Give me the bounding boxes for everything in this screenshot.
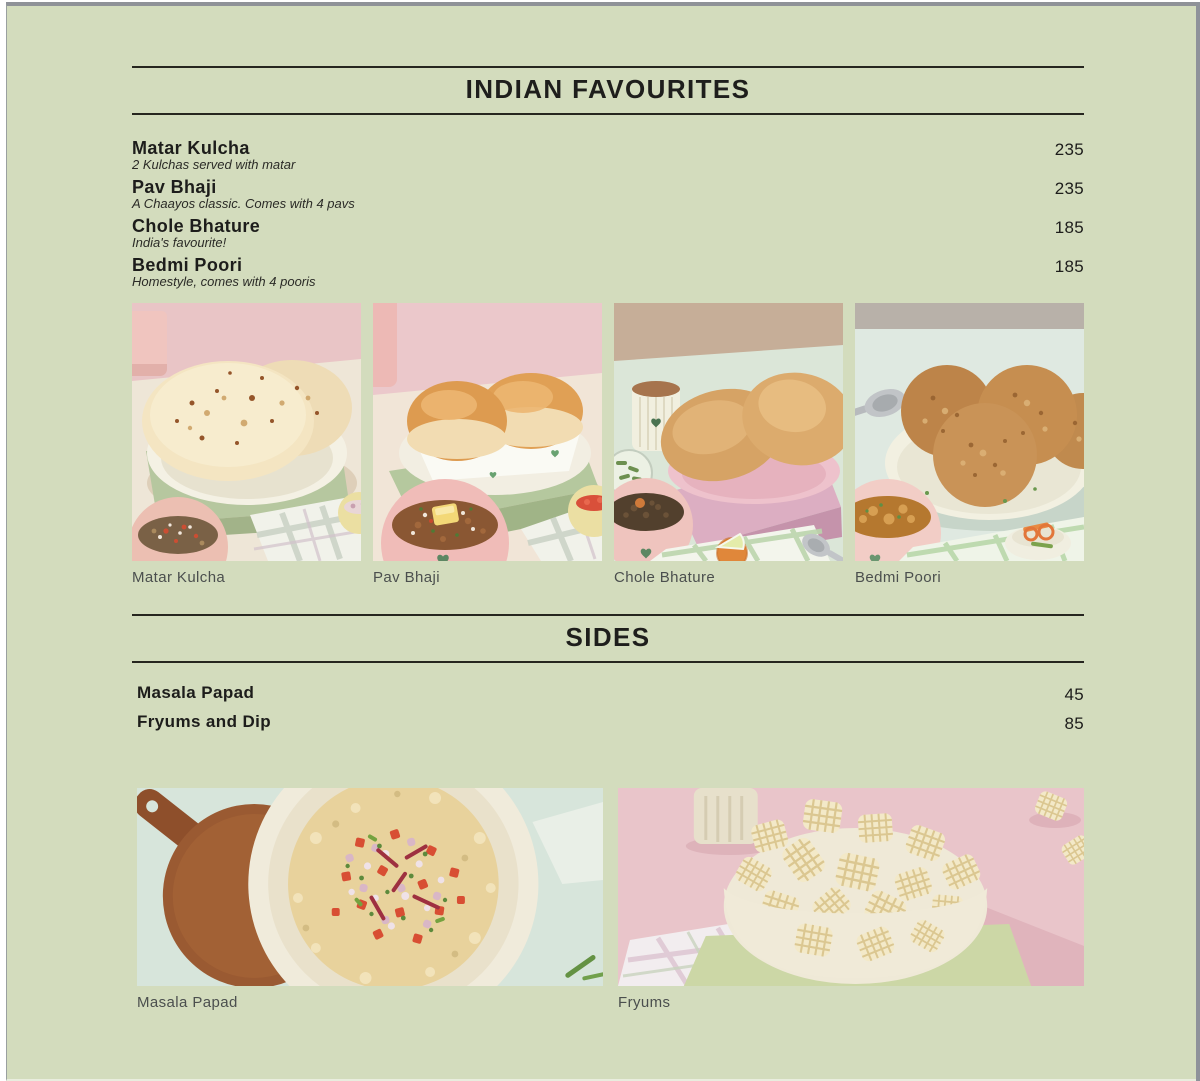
masala-papad-photo-illustration [137, 788, 603, 986]
dish-photo-bedmi-poori [855, 303, 1084, 586]
item-name: Pav Bhaji [132, 177, 217, 197]
photo-caption: Fryums [618, 994, 671, 1011]
photo-caption: Pav Bhaji [373, 569, 440, 586]
section-header [132, 614, 1084, 663]
dish-photo-fryums [618, 788, 1084, 1011]
photo-caption: Masala Papad [137, 994, 238, 1011]
bedmi-poori-photo-illustration [855, 303, 1084, 561]
item-description: 2 Kulchas served with matar [132, 157, 296, 172]
dish-photo-matar-kulcha [132, 303, 361, 586]
matar-kulcha-photo-illustration [132, 303, 361, 561]
menu-item-row [137, 683, 1084, 705]
item-name: Masala Papad [137, 683, 255, 702]
item-description: India's favourite! [132, 235, 227, 250]
menu-item-list [137, 683, 1084, 734]
section-title: SIDES [565, 622, 651, 652]
item-price: 185 [1054, 218, 1084, 237]
menu-item-row [132, 177, 1084, 211]
dish-photo-masala-papad [137, 788, 603, 1011]
section-header [132, 66, 1084, 115]
fryums-photo-illustration [618, 788, 1084, 986]
scrollbar[interactable] [1196, 2, 1200, 1081]
item-description: Homestyle, comes with 4 pooris [132, 274, 316, 289]
photo-caption: Bedmi Poori [855, 569, 942, 586]
item-name: Bedmi Poori [132, 255, 243, 275]
item-name: Fryums and Dip [137, 712, 272, 731]
dish-photo-grid [137, 788, 1084, 1011]
menu-item-row [132, 138, 1084, 172]
section-indian-favourites [132, 66, 1084, 586]
item-price: 235 [1054, 140, 1084, 159]
menu-content [132, 66, 1084, 1011]
chole-bhature-photo-illustration [614, 303, 843, 561]
menu-item-list [132, 138, 1084, 289]
item-price: 235 [1054, 179, 1084, 198]
item-description: A Chaayos classic. Comes with 4 pavs [132, 196, 355, 211]
menu-item-row [137, 712, 1084, 734]
item-name: Chole Bhature [132, 216, 261, 236]
item-price: 45 [1064, 685, 1084, 704]
menu-item-row [132, 216, 1084, 250]
section-sides [132, 614, 1084, 1011]
dish-photo-chole-bhature [614, 303, 843, 586]
item-name: Matar Kulcha [132, 138, 250, 158]
item-price: 85 [1064, 714, 1084, 733]
menu-page [6, 4, 1196, 1081]
photo-caption: Matar Kulcha [132, 569, 226, 586]
dish-photo-grid [132, 303, 1084, 586]
dish-photo-pav-bhaji [373, 303, 602, 586]
item-price: 185 [1054, 257, 1084, 276]
pav-bhaji-photo-illustration [373, 303, 602, 561]
menu-item-row [132, 255, 1084, 289]
section-title: INDIAN FAVOURITES [465, 74, 751, 104]
photo-caption: Chole Bhature [614, 569, 716, 586]
